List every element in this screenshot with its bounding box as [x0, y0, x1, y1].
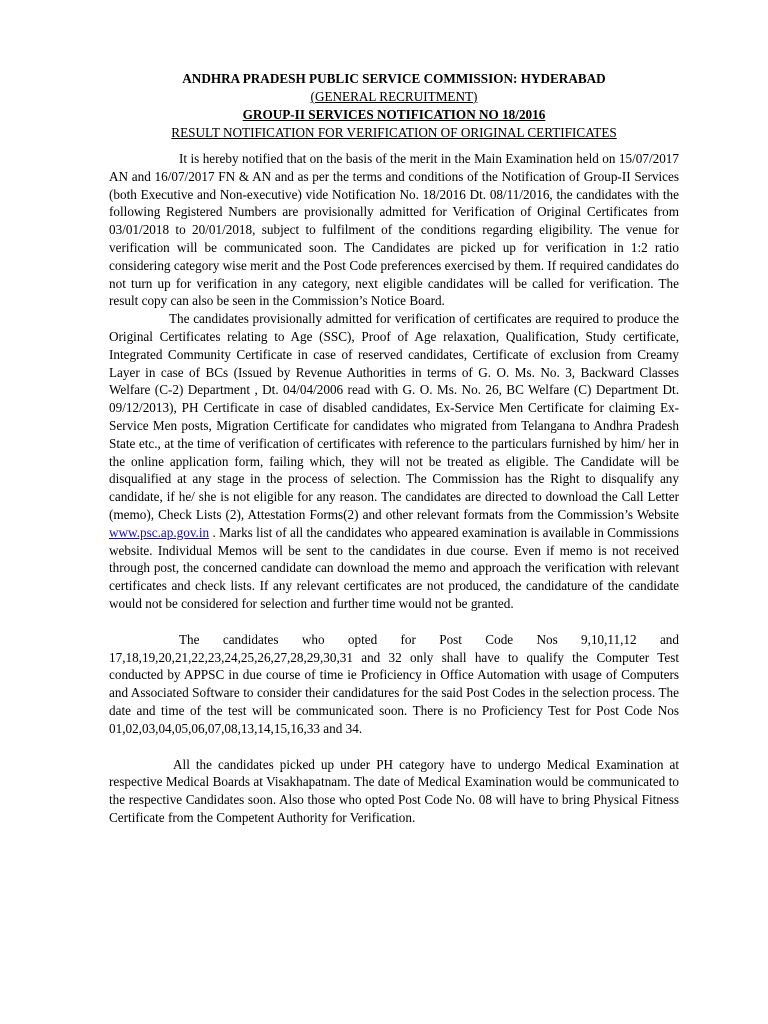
- commission-website-link[interactable]: www.psc.ap.gov.in: [109, 524, 210, 540]
- paragraph-certificates-required: [109, 310, 679, 613]
- recruitment-subtitle: (GENERAL RECRUITMENT): [310, 89, 478, 104]
- paragraph-medical-exam: All the candidates picked up under PH category have to undergo Medical Examination at respective Medical Boards at Visakhapatnam. The date of Medical Examination would be communicated to the respective Candidates soon. Also those who opted Post Code No. 08 will have to bring Physical Fitness Certificate from the Competent Authority for Verification.: [109, 756, 679, 825]
- commission-title: ANDHRA PRADESH PUBLIC SERVICE COMMISSION: HYDERABAD: [182, 71, 606, 86]
- document-page: [109, 70, 679, 827]
- paragraph-merit-notice: It is hereby notified that on the basis of the merit in the Main Examination held on 15/07/2017 AN and 16/07/2017 FN & AN and as per the terms and conditions of the Notification of Group-II Services (both Executive and Non-executive) vide Notification No. 18/2016 Dt. 08/11/2016, the candidates with the following Registered Numbers are provisionally admitted for Verification of Original Certificates from 03/01/2018 to 20/01/2018, subject to fulfilment of the conditions regarding eligibility. The venue for verification will be communicated soon. The Candidates are picked up for verification in 1:2 ratio considering category wise merit and the Post Code preferences exercised by them. If required candidates do not turn up for verification in any category, next eligible candidates will be called for verification. The result copy can also be seen in the Commission’s Notice Board.: [109, 151, 679, 309]
- document-header: [109, 70, 679, 142]
- paragraph-certificates-text: The candidates provisionally admitted for verification of certificates are required to produce the Original Certificates relating to Age (SSC), Proof of Age relaxation, Qualification, Study certificate, Integrated Community Certificate in case of reserved candidates, Certificate of exclusion from Creamy Layer in case of BCs (Issued by Revenue Authorities in terms of G. O. Ms. No. 3, Backward Classes Welfare (C-2) Department , Dt. 04/04/2006 read with G. O. Ms. No. 26, BC Welfare (C) Department Dt. 09/12/2013), PH Certificate in case of disabled candidates, Ex-Service Men Certificate for claiming Ex-Service Men posts, Migration Certificate for candidates who migrated from Telangana to Andhra Pradesh State etc., at the time of verification of certificates with reference to the particulars furnished by him/ her in the online application form, failing which, they will not be treated as eligible. The Candidate will be disqualified at any stage in the process of selection. The Commission has the Right to disqualify any candidate, if he/ she is not eligible for any reason. The candidates are directed to download the Call Letter (memo), Check Lists (2), Attestation Forms(2) and other relevant formats from the Commission’s Website: [109, 311, 679, 522]
- result-heading: RESULT NOTIFICATION FOR VERIFICATION OF ORIGINAL CERTIFICATES: [171, 125, 617, 140]
- paragraph-marks-text: . Marks list of all the candidates who appeared examination is available in Commissions website. Individual Memos will be sent to the candidates in due course. Even if memo is not received through post, the concerned candidate can download the memo and approach the verification with relevant certificates and check lists. If any relevant certificates are not produced, the candidature of the candidate would not be considered for selection and further time would not be granted.: [109, 524, 679, 611]
- paragraph-computer-test: The candidates who opted for Post Code Nos 9,10,11,12 and 17,18,19,20,21,22,23,24,25,26,27,28,29,30,31 and 32 only shall have to qualify the Computer Test conducted by APPSC in due course of time ie Proficiency in Office Automation with usage of Computers and Associated Software to consider their candidatures for the said Post Codes in the selection process. The date and time of the test will be communicated soon. There is no Proficiency Test for Post Code Nos 01,02,03,04,05,06,07,08,13,14,15,16,33 and 34.: [109, 631, 679, 736]
- notification-heading: GROUP-II SERVICES NOTIFICATION NO 18/2016: [242, 107, 546, 122]
